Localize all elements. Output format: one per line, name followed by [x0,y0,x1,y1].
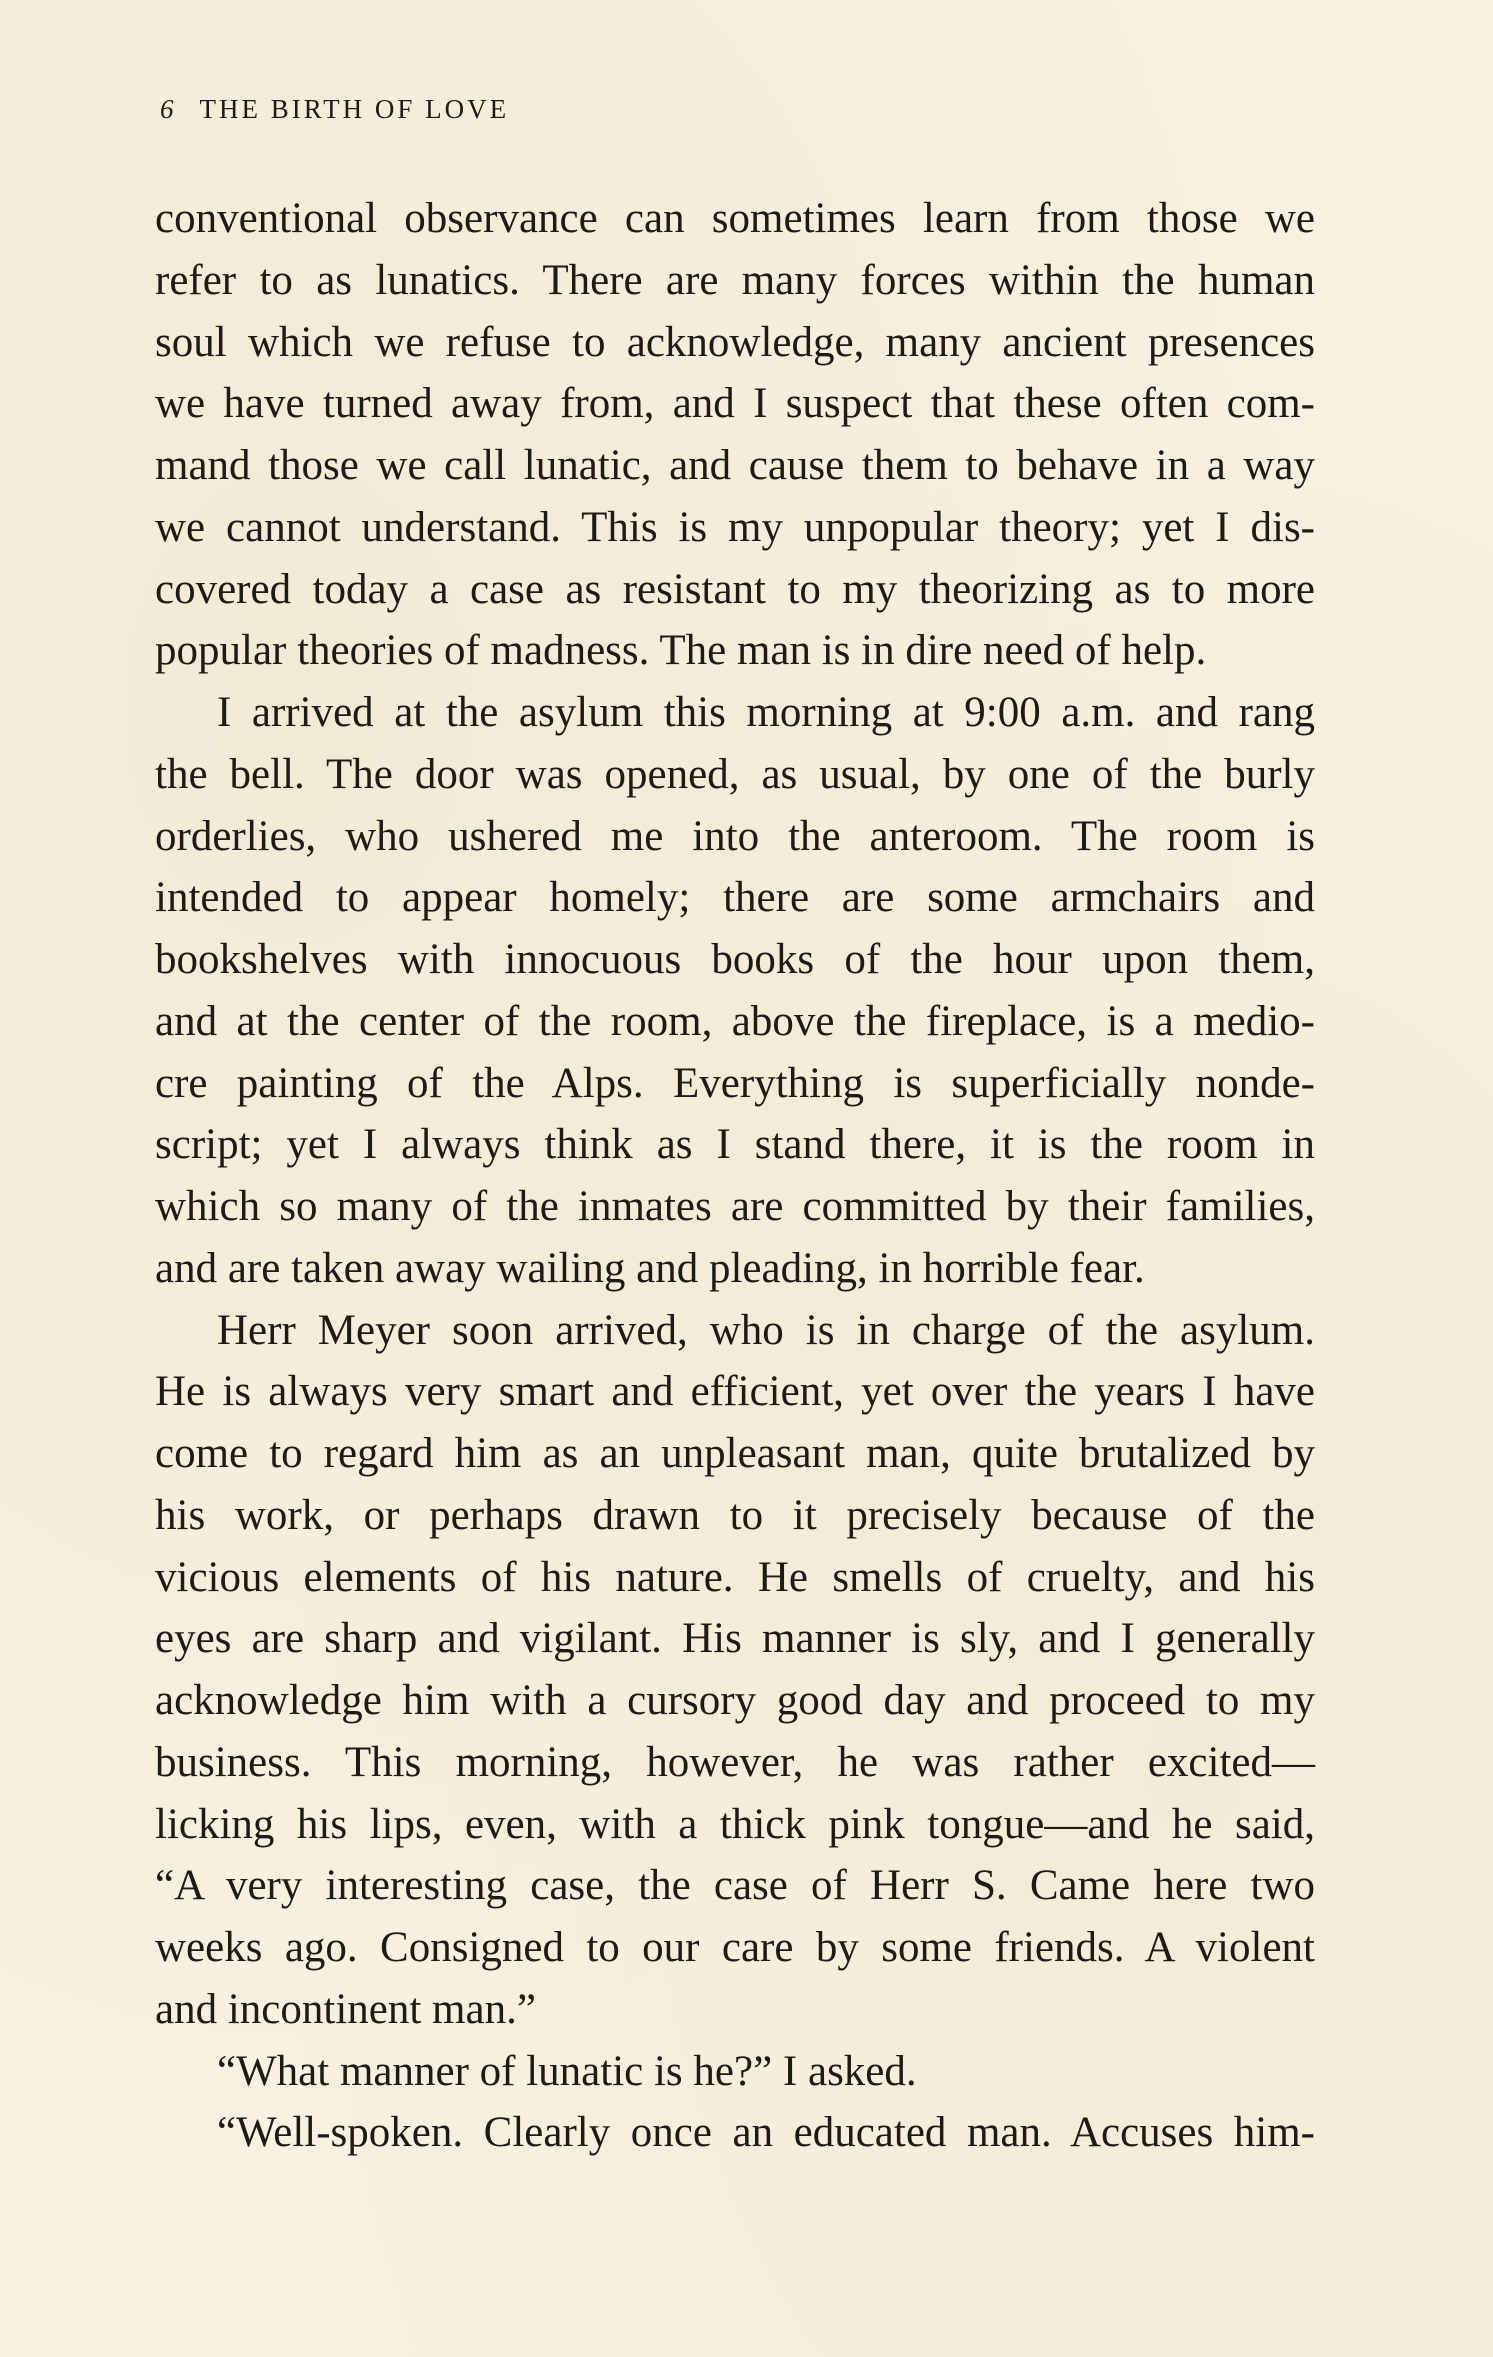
text-line: vicious elements of his nature. He smells of cruelty, and his [155,1553,1315,1601]
running-title: THE BIRTH OF LOVE [199,94,510,124]
text-line: Herr Meyer soon arrived, who is in charge of the asylum. [217,1306,1315,1354]
text-line: orderlies, who ushered me into the anteroom. The room is [155,812,1315,860]
text-line: “What manner of lunatic is he?” I asked. [217,2047,917,2095]
text-line: and at the center of the room, above the fireplace, is a medio- [155,997,1315,1045]
text-line: intended to appear homely; there are some armchairs and [155,874,1315,922]
text-line: licking his lips, even, with a thick pink tongue—and he said, [155,1800,1315,1848]
text-line: soul which we refuse to acknowledge, many ancient presences [155,318,1315,366]
text-line: conventional observance can sometimes learn from those we [155,195,1315,242]
text-line: bookshelves with innocuous books of the hour upon them, [155,936,1315,983]
running-head [160,94,509,125]
text-line: mand those we call lunatic, and cause them to behave in a way [155,442,1315,489]
text-line: “Well-spoken. Clearly once an educated man. Accuses him- [217,2109,1315,2157]
text-line: script; yet I always think as I stand there, it is the room in [155,1121,1315,1169]
text-line: weeks ago. Consigned to our care by some friends. A violent [155,1924,1315,1971]
text-line: and incontinent man.” [155,1985,536,2033]
text-line: covered today a case as resistant to my theorizing as to more [155,565,1315,613]
text-line: the bell. The door was opened, as usual, by one of the burly [155,750,1315,798]
text-line: and are taken away wailing and pleading, in horrible fear. [155,1244,1145,1292]
text-line: He is always very smart and efficient, yet over the years I have [155,1368,1315,1416]
text-line: “A very interesting case, the case of Herr S. Came here two [155,1862,1315,1910]
text-line: his work, or perhaps drawn to it precisely because of the [155,1491,1315,1539]
text-line: come to regard him as an unpleasant man, quite brutalized by [155,1430,1315,1477]
text-line: popular theories of madness. The man is in dire need of help. [155,627,1207,675]
text-line: business. This morning, however, he was rather excited— [155,1738,1315,1786]
text-line: cre painting of the Alps. Everything is superficially nonde- [155,1059,1315,1107]
text-line: which so many of the inmates are committed by their families, [155,1183,1315,1230]
text-line: we have turned away from, and I suspect that these often com- [155,380,1315,428]
text-line: eyes are sharp and vigilant. His manner is sly, and I generally [155,1615,1315,1663]
text-line: we cannot understand. This is my unpopular theory; yet I dis- [155,503,1315,551]
body-text [155,188,1315,2164]
text-line: refer to as lunatics. There are many forces within the human [155,256,1315,304]
page-number: 6 [160,94,174,124]
text-line: acknowledge him with a cursory good day and proceed to my [155,1677,1315,1724]
text-line: I arrived at the asylum this morning at 9:00 a.m. and rang [217,689,1315,736]
